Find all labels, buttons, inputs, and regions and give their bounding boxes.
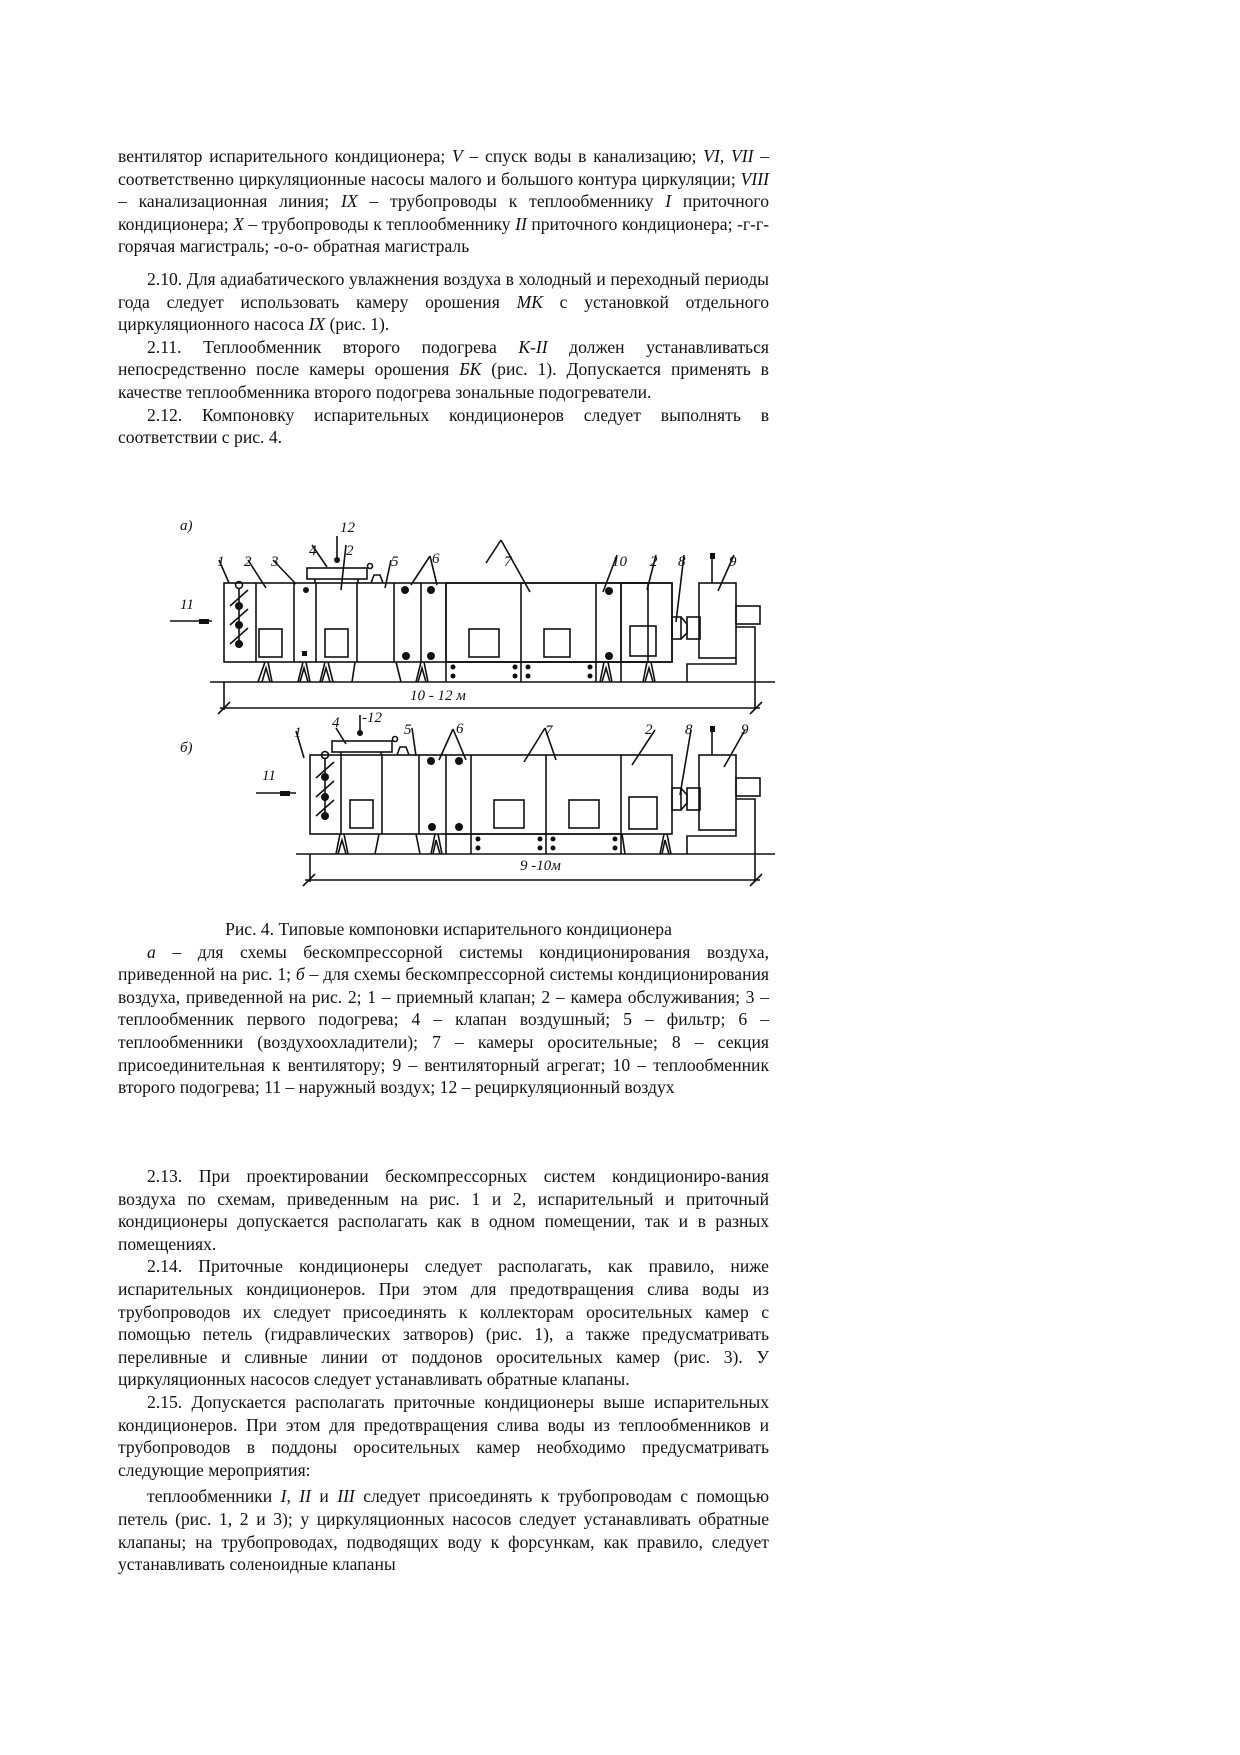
callout-label: 7 <box>545 723 553 739</box>
callout-label: 3 <box>271 554 279 570</box>
paragraph-2-12: 2.12. Компоновку испарительных кондиционеров следует выполнять в соответствии с рис. 4. <box>118 404 769 448</box>
callout-label: 2 <box>346 543 354 559</box>
caption-body: а – для схемы бескомпрессорной системы кондиционирования воздуха, приведенной на рис. 1; б – для схемы бескомпрессорной системы кондиционирования воздуха, приведенной на рис. 2; 1 – приемный клапан; 2 – камера обслуживания; 3 – теплообменник первого подогрева; 4 – клапан воздушный; 5 – фильтр; 6 – теплообменники (воздухоохладители); 7 – камеры оросительные; 8 – секция присоединительная к вентилятору; 9 – вентиляторный агрегат; 10 – теплообменник второго подогрева; 11 – наружный воздух; 12 – рециркуляционный воздух <box>118 941 769 1098</box>
callout-label: 1 <box>217 554 225 570</box>
callout-label: 9 <box>729 554 737 570</box>
callout-label: 2 <box>650 554 658 570</box>
paragraph-2-13: 2.13. При проектировании бескомпрессорных систем кондициониро-вания воздуха по схемам, приведенным на рис. 1 и 2, испарительный и приточный кондиционеры допускается располагать как в одном помещении, так и в разных помещениях. <box>118 1166 769 1254</box>
dimension-b: 9 -10м <box>520 858 561 874</box>
callout-label: 2 <box>244 554 252 570</box>
paragraph-2-10: 2.10. Для адиабатического увлажнения воздуха в холодный и переходный периоды года следует использовать камеру орошения МК с установкой отдельного циркуляционного насоса IX (рис. 1). <box>118 268 770 335</box>
callout-label: 1 <box>294 725 302 741</box>
paragraph-2-11: 2.11. Теплообменник второго подогрева К-II должен устанавливаться непосредственно после камеры орошения БК (рис. 1). Допускается применять в качестве теплообменника второго подогрева зональные подогреватели. <box>118 336 769 402</box>
paragraph-2-15: 2.15. Допускается располагать приточные кондиционеры выше испарительных кондиционеров. При этом для предотвращения слива воды из теплообменников и трубопроводов в поддоны оросительных камер необходимо предусматривать следующие мероприятия: <box>118 1391 769 1480</box>
callout-label: 11 <box>262 768 276 784</box>
figure-caption <box>118 918 769 1099</box>
callout-label: -12 <box>362 710 382 726</box>
figure-label-b: б) <box>180 740 193 756</box>
callout-label: 2 <box>645 722 653 738</box>
callout-label: 7 <box>504 554 512 570</box>
callout-label: 11 <box>180 597 194 613</box>
callout-label: 8 <box>678 554 686 570</box>
callout-label: 4 <box>309 543 317 559</box>
callout-label: 9 <box>741 722 749 738</box>
paragraph-2-14: 2.14. Приточные кондиционеры следует располагать, как правило, ниже испарительных кондиционеров. При этом для предотвращения слива воды из трубопроводов их следует присоединять к коллекторам оросительных камер с помощью петель (гидравлических затворов) (рис. 1), а также предусматривать переливные и сливные линии от поддонов оросительных камер (рис. 3). У циркуляционных насосов следует устанавливать обратные клапаны. <box>118 1256 769 1390</box>
callout-label: 6 <box>432 551 440 567</box>
legend-continuation: вентилятор испарительного кондиционера; V – спуск воды в канализацию; VI, VII – соответственно циркуляционные насосы малого и большого контура циркуляции; VIII – канализационная линия; IX – трубопроводы к теплообменнику I приточного кондиционера; X – трубопроводы к теплообменнику II приточного кондиционера; -г-г- горячая магистраль; -о-о- обратная магистраль <box>118 146 769 257</box>
layout-b <box>256 715 775 886</box>
text-block-bottom <box>118 1165 769 1576</box>
callout-label: 8 <box>685 722 693 738</box>
callout-label: 4 <box>332 715 340 731</box>
callout-label: 5 <box>404 722 412 738</box>
dimension-a: 10 - 12 м <box>410 688 466 704</box>
caption-title: Рис. 4. Типовые компоновки испарительного кондиционера <box>225 919 672 939</box>
figure-label-a: а) <box>180 518 193 534</box>
callout-label: 12 <box>340 520 355 536</box>
callout-label: 5 <box>391 554 399 570</box>
callout-label: 10 <box>612 554 627 570</box>
paragraph-2-15-list: теплообменники I, II и III следует присоединять к трубопроводам с помощью петель (рис. 1, 2 и 3); у циркуляционных насосов следует устанавливать обратные клапаны; на трубопроводах, подводящих воду к форсункам, как правило, следует устанавливать соленоидные клапаны <box>118 1486 770 1575</box>
callout-label: 6 <box>456 721 464 737</box>
